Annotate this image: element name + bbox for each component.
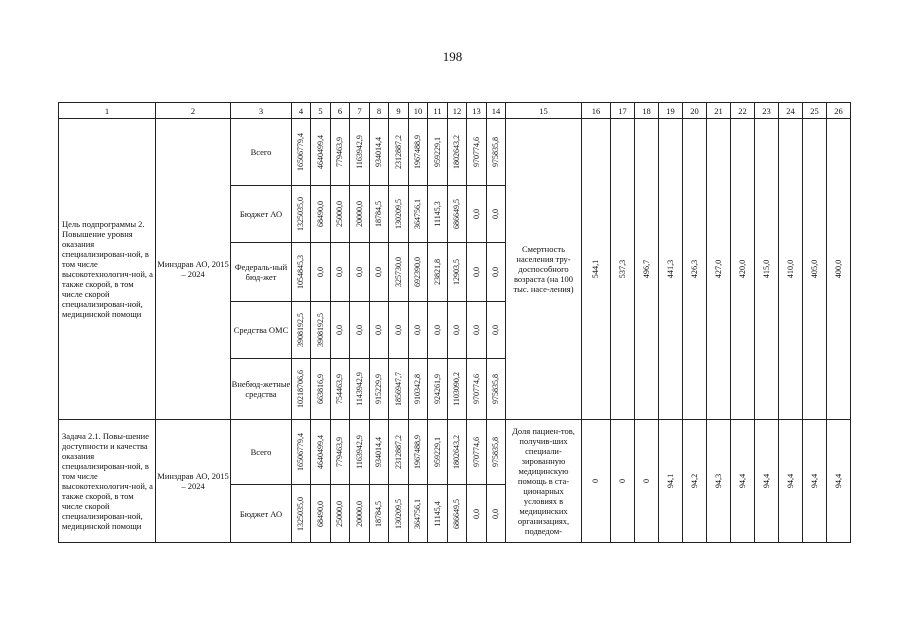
task-text: Задача 2.1. Повы-шение доступности и качества оказания специализирован-ной, в том числе высокотехнологич-ной, а также скорой, в том числе скорой специализирован-ной, медицинской помощи: [59, 420, 156, 543]
funding-amount: 11145,4: [432, 500, 442, 527]
indicator-value: 415,0: [761, 259, 771, 279]
column-number: 21: [707, 103, 731, 119]
funding-amount: 1802643,2: [452, 435, 461, 469]
funding-amount: 130209,5: [393, 498, 403, 529]
funding-amount: 0,0: [491, 209, 500, 219]
column-number: 17: [611, 103, 635, 119]
funding-amount: 934014,4: [374, 137, 383, 167]
funding-amount: 970774,6: [471, 137, 481, 167]
funding-source: Всего: [231, 119, 292, 186]
indicator-value: 426,3: [689, 259, 699, 279]
funding-amount: 686649,5: [452, 199, 461, 229]
funding-amount: 0,0: [374, 325, 383, 335]
funding-amount: 686649,5: [452, 498, 461, 529]
funding-amount: 910342,8: [413, 374, 422, 404]
column-number: 12: [448, 103, 467, 119]
funding-amount: 0,0: [374, 267, 383, 277]
funding-amount: 1802643,2: [452, 135, 461, 169]
funding-amount: 0,0: [471, 267, 481, 277]
indicator-value: 410,0: [785, 259, 795, 279]
column-number: 1: [59, 103, 156, 119]
funding-amount: 20000,0: [354, 201, 364, 227]
indicator-value: 94,4: [833, 473, 843, 489]
funding-amount: 1967488,9: [413, 135, 422, 169]
indicator-name: Доля пациен-тов, получив-ших специали-зированную медицинскую помощь в ста-ционарных условиях в медицинских организациях, подведом-: [506, 420, 582, 543]
funding-amount: 0,0: [491, 325, 500, 335]
funding-amount: 2312887,2: [393, 435, 403, 469]
indicator-name: Смертность населения тру-доспособного возраста (на 100 тыс. насе-ления): [506, 119, 582, 420]
goal-row: [59, 119, 851, 186]
responsible-executor: Минздрав АО, 2015 – 2024: [156, 119, 231, 420]
funding-amount: 12903,5: [452, 259, 461, 285]
indicator-value: 496,7: [641, 259, 651, 279]
funding-amount: 364756,1: [413, 498, 422, 529]
funding-amount: 2312887,2: [393, 135, 403, 169]
indicator-value: 441,3: [665, 259, 675, 279]
funding-amount: 0,0: [471, 508, 481, 519]
funding-amount: 25000,0: [335, 201, 344, 227]
funding-amount: 779463,9: [335, 137, 344, 167]
indicator-value: 94,1: [665, 473, 675, 489]
column-number: 24: [779, 103, 803, 119]
funding-amount: 11145,3: [432, 201, 442, 227]
funding-amount: 1054845,3: [296, 255, 305, 289]
funding-amount: 692390,0: [413, 257, 422, 287]
column-number: 11: [428, 103, 448, 119]
column-number: 19: [659, 103, 683, 119]
funding-amount: 1163942,9: [354, 135, 364, 169]
indicator-value: 420,0: [737, 259, 747, 279]
funding-amount: 0,0: [335, 325, 344, 335]
funding-source: Внебюд-жетные средства: [231, 359, 292, 420]
funding-amount: 970774,6: [471, 437, 481, 467]
funding-source: Бюджет АО: [231, 485, 292, 543]
funding-amount: 0,0: [452, 325, 461, 335]
funding-amount: 1967488,9: [413, 435, 422, 469]
column-number: 14: [487, 103, 506, 119]
indicator-value: 0: [591, 478, 600, 484]
funding-amount: 364756,1: [413, 199, 422, 229]
column-number: 5: [311, 103, 331, 119]
funding-amount: 0,0: [393, 325, 403, 335]
funding-amount: 1143942,9: [354, 372, 364, 406]
indicator-value: 400,0: [833, 259, 843, 279]
indicator-value: 94,3: [713, 473, 723, 489]
column-number: 16: [582, 103, 611, 119]
column-number: 2: [156, 103, 231, 119]
funding-amount: 16506779,4: [296, 433, 305, 471]
funding-amount: 1103090,2: [452, 372, 461, 406]
indicator-value: 0: [641, 478, 651, 484]
column-number: 6: [331, 103, 350, 119]
funding-amount: 754463,9: [335, 374, 344, 404]
funding-amount: 975835,8: [491, 137, 500, 167]
column-number: 10: [409, 103, 428, 119]
funding-source: Всего: [231, 420, 292, 485]
funding-amount: 0,0: [354, 325, 364, 335]
funding-amount: 20000,0: [354, 500, 364, 527]
responsible-executor: Минздрав АО, 2015 – 2024: [156, 420, 231, 543]
funding-amount: 4640499,4: [315, 435, 325, 469]
column-number: 8: [370, 103, 389, 119]
funding-amount: 0,0: [432, 325, 442, 335]
column-number: 23: [755, 103, 779, 119]
funding-amount: 4640499,4: [315, 135, 325, 169]
funding-amount: 975835,8: [491, 437, 500, 467]
funding-amount: 975835,8: [491, 374, 500, 404]
funding-amount: 0,0: [471, 325, 481, 335]
indicator-value: 544,1: [591, 259, 600, 279]
column-number: 25: [803, 103, 827, 119]
funding-amount: 0,0: [471, 209, 481, 219]
funding-amount: 959229,1: [432, 137, 442, 167]
goal-text: Цель подпрограммы 2. Повышение уровня оказания специализирован-ной, в том числе высокотехнологич-ной, а также скорой, в том числе скорой специализирован-ной, медицинской помощи: [59, 119, 156, 420]
indicator-value: 405,0: [809, 259, 819, 279]
indicator-value: 94,2: [689, 473, 699, 489]
funding-amount: 1856947,7: [393, 372, 403, 406]
funding-amount: 959229,1: [432, 437, 442, 467]
column-number: 26: [827, 103, 851, 119]
funding-amount: 0,0: [354, 267, 364, 277]
column-number: 15: [506, 103, 582, 119]
column-number: 13: [467, 103, 487, 119]
funding-amount: 0,0: [335, 267, 344, 277]
funding-amount: 915229,9: [374, 374, 383, 404]
funding-amount: 25000,0: [335, 500, 344, 527]
funding-source: Средства ОМС: [231, 302, 292, 359]
funding-amount: 18784,5: [374, 201, 383, 227]
column-number: 9: [389, 103, 409, 119]
funding-amount: 68490,0: [315, 500, 325, 527]
funding-amount: 68490,0: [315, 201, 325, 227]
page-number: 198: [442, 49, 463, 64]
column-number: 18: [635, 103, 659, 119]
funding-amount: 0,0: [491, 508, 500, 519]
funding-amount: 970774,6: [471, 374, 481, 404]
funding-source: Федераль-ный бюд-жет: [231, 243, 292, 302]
indicator-value: 94,4: [785, 473, 795, 489]
column-number: 4: [292, 103, 311, 119]
funding-amount: 1163942,9: [354, 435, 364, 469]
task-row: [59, 420, 851, 485]
funding-amount: 663816,9: [315, 374, 325, 404]
funding-amount: 0,0: [491, 267, 500, 277]
indicator-value: 537,3: [617, 259, 627, 279]
funding-amount: 3908192,5: [315, 313, 325, 347]
indicator-value: 94,4: [761, 473, 771, 489]
funding-amount: 10218706,6: [296, 370, 305, 408]
indicator-value: 0: [617, 478, 627, 484]
funding-amount: 0,0: [315, 267, 325, 277]
funding-amount: 1325035,0: [296, 496, 305, 531]
program-table: [58, 102, 851, 543]
indicator-value: 427,0: [713, 259, 723, 279]
funding-amount: 23821,8: [432, 259, 442, 285]
funding-amount: 779463,9: [335, 437, 344, 467]
column-number: 7: [350, 103, 370, 119]
funding-amount: 0,0: [413, 325, 422, 335]
column-number: 20: [683, 103, 707, 119]
column-number: 3: [231, 103, 292, 119]
funding-amount: 130209,5: [393, 199, 403, 229]
header-row: [59, 103, 851, 119]
funding-amount: 924261,9: [432, 374, 442, 404]
funding-amount: 325730,0: [393, 257, 403, 287]
funding-amount: 18784,5: [374, 500, 383, 527]
funding-amount: 934014,4: [374, 437, 383, 467]
funding-source: Бюджет АО: [231, 186, 292, 243]
indicator-value: 94,4: [737, 473, 747, 489]
funding-amount: 1325035,0: [296, 197, 305, 231]
funding-amount: 16506779,4: [296, 133, 305, 171]
funding-amount: 3908192,5: [296, 313, 305, 347]
column-number: 22: [731, 103, 755, 119]
indicator-value: 94,4: [809, 473, 819, 489]
